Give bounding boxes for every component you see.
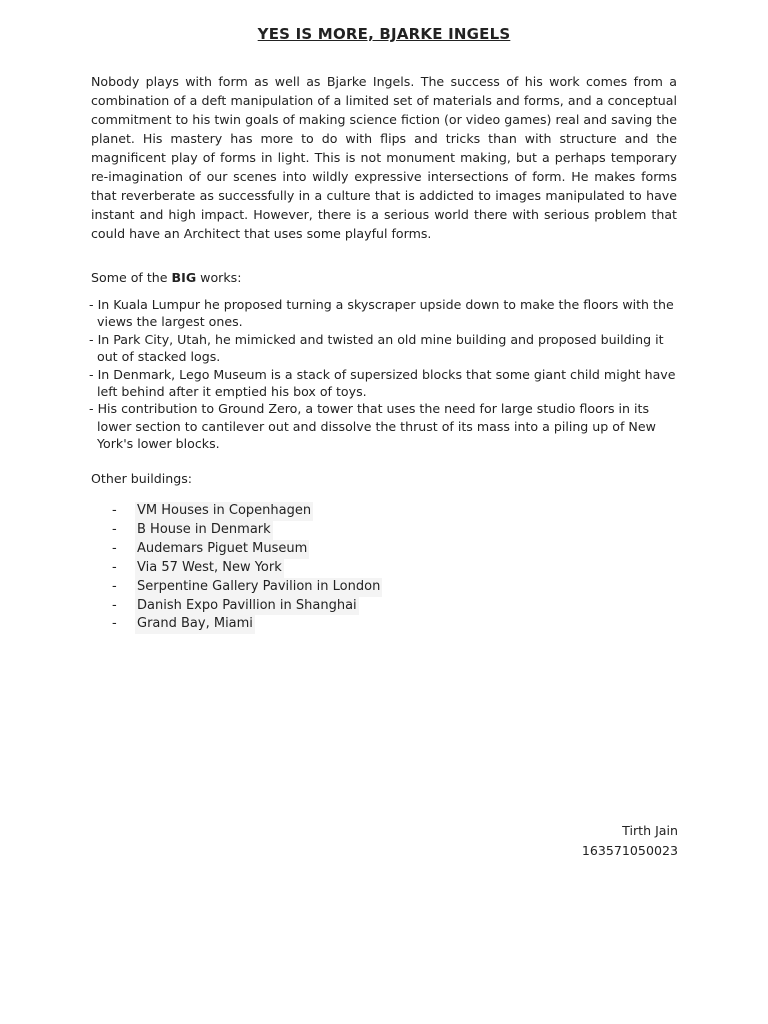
building-name: Danish Expo Pavillion in Shanghai (135, 597, 359, 616)
big-heading-bold: BIG (171, 270, 197, 285)
building-name: Audemars Piguet Museum (135, 540, 309, 559)
document-title: YES IS MORE, BJARKE INGELS (257, 25, 511, 43)
list-dash: - (112, 597, 117, 613)
list-dash: - (112, 559, 117, 575)
big-work-item: - His contribution to Ground Zero, a tower that uses the need for large studio floors in its lower section to cantilever out and dissolve the thrust of its mass into a piling up of New York's lower blocks. (89, 400, 681, 452)
building-item (112, 615, 382, 634)
other-buildings-heading: Other buildings: (91, 471, 193, 486)
big-works-heading (91, 268, 241, 287)
author-name: Tirth Jain (622, 823, 678, 838)
list-dash: - (112, 503, 117, 518)
building-item (112, 502, 382, 521)
big-work-item: - In Denmark, Lego Museum is a stack of supersized blocks that some giant child might have left behind after it emptied his box of toys. (89, 366, 681, 401)
building-item (112, 521, 382, 540)
big-heading-prefix: Some of the (91, 270, 172, 285)
building-item (112, 559, 382, 578)
intro-paragraph: Nobody plays with form as well as Bjarke Ingels. The success of his work comes from a combination of a deft manipulation of a limited set of materials and forms, and a conceptual commitment to his twin goals of making science fiction (or video games) real and saving the planet. His mastery has more to do with flips and tricks than with structure and the magnificent play of forms in light. This is not monument making, but a perhaps temporary re-imagination of our scenes into wildly expressive intersections of form. He makes forms that reverberate as successfully in a culture that is addicted to images manipulated to have instant and high impact. However, there is a serious world there with serious problem that could have an Architect that uses some playful forms. (91, 74, 677, 241)
other-buildings-list (112, 502, 382, 634)
signature-block (582, 821, 678, 861)
building-item (112, 540, 382, 559)
building-name: Grand Bay, Miami (135, 615, 255, 634)
building-name: VM Houses in Copenhagen (135, 502, 313, 521)
building-name: Serpentine Gallery Pavilion in London (135, 578, 382, 597)
author-id: 163571050023 (581, 843, 678, 858)
big-work-item: - In Kuala Lumpur he proposed turning a skyscraper upside down to make the floors with the views the largest ones. (89, 296, 681, 331)
building-item (112, 597, 382, 616)
building-name: B House in Denmark (135, 521, 273, 540)
list-dash: - (112, 616, 117, 632)
big-work-item: - In Park City, Utah, he mimicked and twisted an old mine building and proposed building it out of stacked logs. (89, 331, 681, 366)
building-name: Via 57 West, New York (135, 559, 284, 578)
big-works-list (89, 296, 681, 453)
list-dash: - (112, 540, 117, 556)
list-dash: - (112, 521, 117, 537)
building-item (112, 578, 382, 597)
list-dash: - (112, 578, 117, 594)
big-heading-suffix: works: (196, 270, 242, 285)
